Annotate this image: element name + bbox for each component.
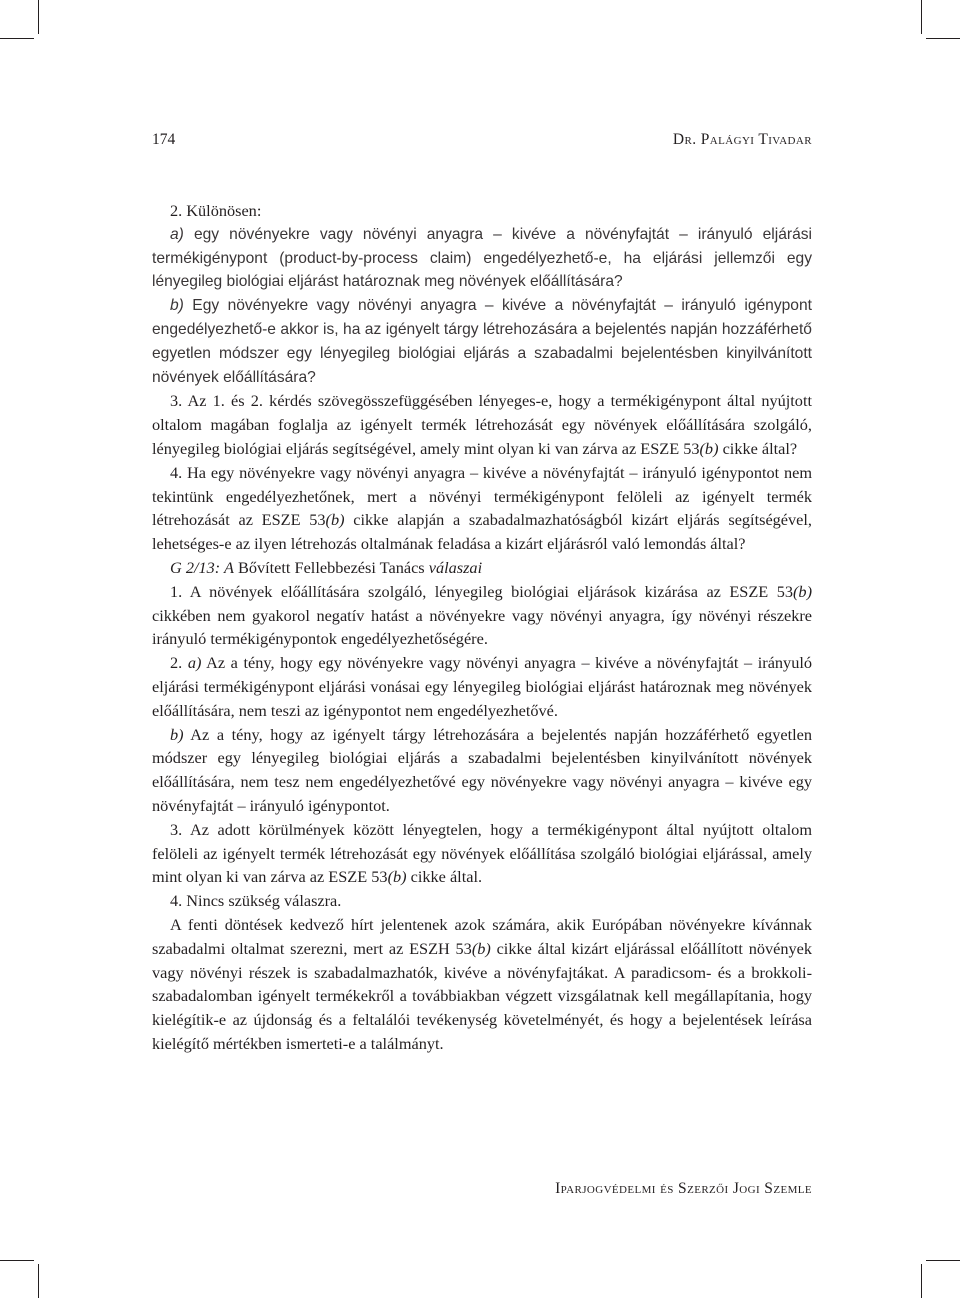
text-run: Az a tény, hogy az igényelt tárgy létrehozására a bejelentés napján hozzáférhető egyetlen módszer egy lényegileg biológiai eljárás a szabadalmi bejelentésben kinyilvánított növények előállítására, nem tesz nem engedélyezhetővé egy növényekre vagy növényi anyagra – kivéve egy növényfajtát – irányuló igénypontot. (152, 724, 812, 815)
body-text (152, 199, 812, 1056)
running-head-author: Dr. Palágyi Tivadar (672, 131, 812, 148)
text-run: egy növényekre vagy növényi anyagra – kivéve a növényfajtát – irányuló eljárási termékigénypont (product-by-process claim) engedélyezhető-e, ha eljárási jellemzői egy lényegileg biológiai eljárást határoznak meg növények előállítására? (152, 225, 812, 291)
text-run: cikke által? (718, 438, 798, 458)
text-run: 2. (170, 653, 188, 673)
paragraph (152, 199, 812, 223)
crop-mark (926, 1260, 960, 1261)
italic-text: b) (170, 297, 184, 315)
paragraph (152, 723, 812, 818)
paragraph (152, 913, 812, 1056)
text-run: Bővített Fellebbezési Tanács (233, 557, 429, 577)
crop-mark (921, 1264, 922, 1298)
text-run: 2. Különösen: (170, 201, 262, 220)
crop-mark (921, 0, 922, 34)
text-run: cikke alapján a szabadalmazhatóságból kizárt eljárás segítségével, lehetséges-e az ilyen létrehozás oltalmának feladása a kizárt eljárásról való lemondás által? (152, 510, 812, 554)
crop-mark (0, 1260, 34, 1261)
italic-text: (b) (793, 581, 812, 601)
italic-text: a) (187, 653, 202, 673)
text-run: A fenti döntések kedvező hírt jelentenek azok számára, akik Európában növényekre kívánnak szabadalmi oltalmat szerezni, mert az ESZH 53 (152, 914, 812, 958)
text-run: Az a tény, hogy egy növényekre vagy növényi anyagra – kivéve a növényfajtát – irányuló eljárási termékigénypont eljárási vonásai egy lényegileg biológiai eljárást határoznak meg növények előállítására, nem teszi az igénypontot nem engedélyezhetővé. (152, 653, 813, 720)
journal-footer: Iparjogvédelmi és Szerzői Jogi Szemle (555, 1180, 812, 1197)
paragraph (152, 818, 812, 889)
text-run: 4. Nincs szükség válaszra. (170, 891, 342, 911)
text-run: cikke által. (406, 867, 483, 887)
italic-text: (b) (699, 438, 719, 458)
italic-text: b) (170, 724, 184, 744)
crop-mark (0, 38, 34, 39)
paragraph (152, 294, 812, 389)
crop-mark (926, 38, 960, 39)
italic-text: válaszai (428, 557, 483, 577)
italic-text: (b) (471, 938, 491, 958)
page-number: 174 (152, 131, 176, 148)
paragraph (152, 580, 812, 651)
text-run: 3. Az 1. és 2. kérdés szövegösszefüggésében lényeges-e, hogy a termékigénypont által nyújtott oltalom magában foglalja az igényelt termék létrehozását egy növények előállítására szolgáló, lényegileg biológiai eljárás segítségével, amely mint olyan ki van zárva az ESZE 53 (152, 391, 812, 458)
italic-text: G 2/13: A (170, 557, 234, 577)
paragraph (152, 889, 812, 913)
italic-text: (b) (387, 867, 407, 887)
text-run: 1. A növények előállítására szolgáló, lényegileg biológiai eljárások kizárása az ESZE 53 (170, 581, 794, 601)
text-run: 3. Az adott körülmények között lényegtelen, hogy a termékigénypont által nyújtott oltalom felöleli az igényelt termék létrehozását egy növények előállítása szolgáló biológiai eljárással, amely mint olyan ki van zárva az ESZE 53 (152, 819, 812, 887)
italic-text: (b) (325, 510, 345, 530)
text-run: cikke által kizárt eljárással előállított növények vagy növényi részek is szabadalmazhatók, kivéve a növényfajtákat. A paradicsom- és a brokkoli-szabadalomban igényelt termékekről a továbbiakban végzett vizsgálatnak kell megállapítania, hogy kielégítik-e az újdonság és a feltalálói tevékenység követelményét, és hogy a bejelentések leírása kielégítő mértékben ismerteti-e a találmányt. (152, 938, 812, 1053)
text-run: cikkében nem gyakorol negatív hatást a növényekre vagy növényi anyagra, így növényi részekre irányuló termékigénypontok engedélyezhetőségére. (152, 605, 812, 649)
paragraph (152, 556, 812, 580)
crop-mark (38, 1264, 39, 1298)
crop-mark (38, 0, 39, 34)
paragraph (152, 461, 812, 556)
paragraph (152, 651, 812, 722)
italic-text: a) (170, 225, 184, 243)
text-run: Egy növényekre vagy növényi anyagra – kivéve a növényfajtát – irányuló igénypont engedélyezhető-e akkor is, ha az igényelt tárgy létrehozására a bejelentés napján hozzáférhető egyetlen módszer egy lényegileg biológiai eljárás a szabadalmi bejelentésben kinyilvánított növények előállítására? (152, 297, 812, 386)
paragraph (152, 223, 812, 294)
page-header (152, 131, 812, 153)
paragraph (152, 389, 812, 460)
text-run: 4. Ha egy növényekre vagy növényi anyagra – kivéve a növényfajtát – irányuló igénypontot nem tekintünk engedélyezhetőnek, mert a növényi termékigénypont felöleli az igényelt termék létrehozását az ESZE 53 (152, 462, 812, 530)
